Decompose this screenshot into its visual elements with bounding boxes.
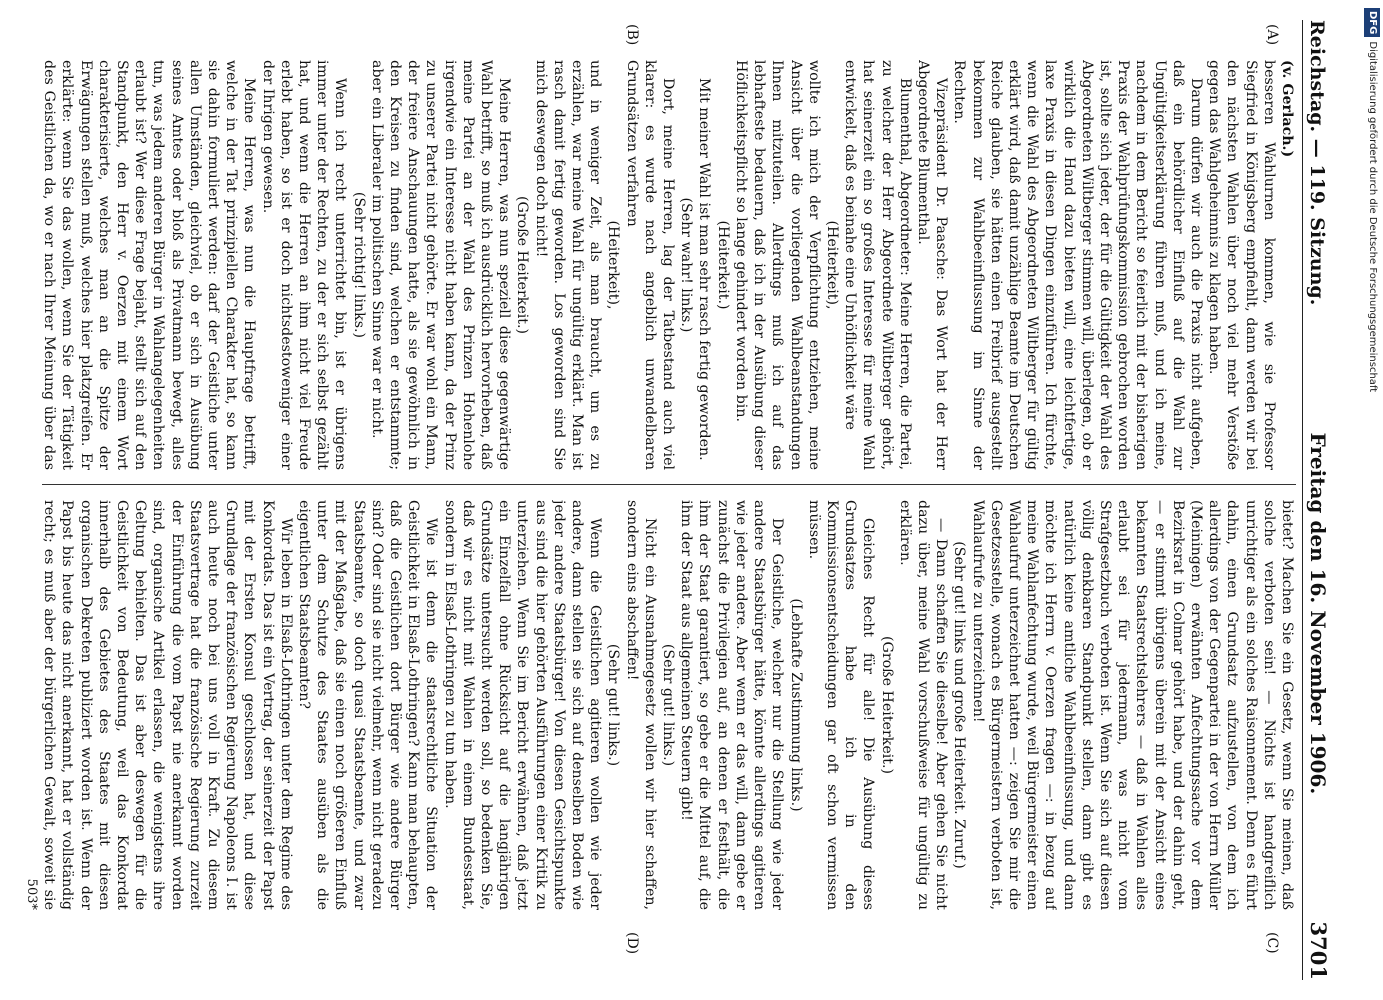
paragraph: Dort, meine Herren, lag der Tatbestand auch viel klarer: es wurde nach angeblich unwandelbaren Grundsätzen verfahren [623,60,677,470]
margin-marker-a: (A) [1264,24,1280,46]
paragraph: Wenn ich recht unterrichtet bin, ist er übrigens immer unter der Rechten, zu der er sich selbst gezählt hat, und wenn die Herren an ihm nicht viel Freude erlebt haben, so ist er doch nichtsdestoweniger einer der Ihrigen gewesen. [259,60,349,470]
interjection: (Heiterkeit.) [714,220,731,310]
page-portrait [20,20,1340,980]
column-divider [42,484,1296,485]
funding-note [1366,8,1382,992]
header-session: Reichstag. — 119. Sitzung. [1306,20,1328,306]
page-number: 3701 [1306,921,1331,980]
paragraph-speaker: Vizepräsident Dr. Paasche: Das Wort hat der Herr Abgeordnete Blumenthal. [914,60,950,470]
paragraph: wollte ich mich der Verpflichtung entziehen, meine Ansicht über die vorliegenden Wahlbeanstandungen Ihnen mitzuteilen. Allerdings muß ich auf das lebhafteste bedauern, daß ich in der Ausübung dieser Höflichkeitspflicht so lange gehindert worden bin. [732,60,822,470]
paragraph: Gleiches Recht für alle! Die Ausübung dieses Grundsatzes habe ich in den Kommissionsentscheidungen gar oft schon vermissen müssen. [805,500,877,910]
funding-text: Digitalisierung gefördert durch die Deutsche Forschungsgemeinschaft [1367,41,1378,393]
paragraph: Wenn die Geistlichen agitieren wollen wie jeder andere, dann stellen sie sich auf denselben Boden wie jeder andere Staatsbürger! Von diesen Gesichtspunkte aus sind die hier gehörten Ausführungen einer Kritik zu unterziehen. Wenn Sie im Bericht erwähnen, daß jetzt ein Einzelfall ohne Rücksicht auf die langjährigen Grundsätze untersucht werden soll, so bedenken Sie, daß wir es nicht mit Wahlen in einem Bundesstaat, sondern in Elsaß-Lothringen zu tun haben. [441,500,604,910]
right-column [40,500,1296,910]
sheet-number: 503* [24,878,39,910]
paragraph: Wir leben in Elsaß-Lothringen unter dem Regime des Konkordats. Das ist ein Vertrag, der seinerzeit der Papst mit der Ersten Konsul geschlossen hat, und diese Grundlage der französischen Regierung Napoleons I. ist auch heute noch bei uns voll in Kraft. Zu diesem Staatsvertrage hat die französische Regierung zurzeit der Einführung die vom Papst nie anerkannt worden sind, organische Artikel erlassen, die wenigstens ihre Geltung behielten. Das ist aber deswegen für die Geistlichkeit von Bedeutung, weil das Konkordat innerhalb des Gebietes des Staates mit diesen organischen Dekreten publiziert worden ist. Wenn der Papst bis heute das nicht anerkannt, hat er vollständig recht; es muß aber der bürgerlichen Gewalt, soweit sie [41,500,294,910]
paragraph: Mit meiner Wahl ist man sehr rasch fertig geworden. [696,78,713,461]
dfg-logo-icon: DFG [1364,8,1380,37]
interjection: (Heiterkeit), [823,220,840,310]
interjection: (Lebhafte Zustimmung links.) [787,598,804,812]
interjection: (Sehr gut! links.) [660,643,677,767]
margin-marker-b: (B) [624,24,640,46]
margin-marker-d: (D) [624,932,640,955]
paragraph: Meine Herren, was nun speziell diese gegenwärtige Wahl betrifft, so muß ich ausdrücklich hervorheben, daß meine Partei an der Wahl des Prinzen Hohenlohe irgendwie ein Interesse nicht haben kann, da der Prinz zu unserer Partei nicht gehörte. Er war wohl ein Mann, der freiere Anschauungen hatte, als sie gewöhnlich in den Kreisen zu finden sind, welchen er entstammte; aber ein Liberaler im politischen Sinne war er nicht. [368,60,513,470]
paragraph: Wie ist denn die staatsrechtliche Situation der Geistlichkeit in Elsaß-Lothringen? Kann man behaupten, daß die Geistlichen dort Bürger wie andere Bürger sind? Oder sind sie nicht vielmehr, wenn nicht geradezu Staatsbeamte, so doch quasi Staatsbeamte, und zwar mit der Maßgabe, daß sie einen noch größeren Einfluß unter dem Schutze des Staates ausüben als die eigentlichen Staatsbeamten? [296,500,440,910]
scanned-page [20,20,1340,980]
header-date: Freitag den 16. November 1906. [1306,432,1330,795]
paragraph-speaker: Blumenthal, Abgeordneter: Meine Herren, die Partei, zu welcher der Herr Abgeordnete Wiltberger gehört, hat seinerzeit ein so großes Interesse für meine Wahl entwickelt, daß es beinahe eine Unhöflichkeit wäre [842,60,913,470]
page-header [1302,20,1340,980]
left-column [40,60,1296,470]
interjection: (Große Heiterkeit.) [514,195,531,335]
paragraph: — Dann schaffen Sie dieselbe! Aber gehen Sie nicht dazu über, meine Wahl vorschußweise für ungültig zu erklären. [896,500,950,910]
speaker-tag: (v. Gerlach.) [1279,60,1295,158]
interjection: (Große Heiterkeit.) [878,635,895,775]
paragraph: Nicht ein Ausnahmegesetz wollen wir hier schaffen, sondern eins abschaffen! [623,500,658,910]
interjection: (Sehr gut! links und große Heiterkeit. Zuruf.) [951,541,968,869]
interjection: (Heiterkeit), [605,220,622,310]
interjection: (Sehr wahr! links.) [678,197,695,333]
margin-marker-c: (C) [1264,932,1280,954]
paragraph: und in weniger Zeit, als man braucht, um es zu erzählen, war meine Wahl für ungültig erklärt. Man ist rasch damit fertig geworden. Los geworden sind Sie mich deswegen doch nicht! [532,60,604,470]
interjection: (Sehr richtig! links.) [350,191,367,339]
paragraph: besseren Wahlurnen kommen, wie sie Professor Siegfried in Königsberg empfiehlt, dann werden wir bei den nächsten Wahlen über noch viel mehr Verstöße gegen das Wahlgeheimnis zu klagen haben. [1206,60,1277,470]
interjection: (Sehr gut! links.) [605,643,622,767]
paragraph: Der Geistliche, welcher nur die Stellung wie jeder andere Staatsbürger hätte, könnte allerdings agitieren wie jeder andere. Aber wenn er das will, dann gebe er zunächst die Privilegien auf, an denen er festhält, die ihm der Staat garantiert, so gebe er die Mittel auf, die ihm der Staat aus allgemeinen Steuern gibt! [678,500,786,910]
paragraph: bietet? Machen Sie ein Gesetz, wenn Sie meinen, daß solche verboten sein! — Nichts ist handgreiflich unrichtiger als ein solches Raisonnement. Denn es führt dahin, einen Grundsatz aufzustellen, von dem ich allerdings von der Gegenpartei in der von Herrn Müller (Meiningen) erwähnten Anfechtungssache vor dem Bezirksrat in Colmar gehört habe, und der dahin geht, — er stimmt übrigens überein mit der Ansicht eines bekannten Staatsrechtslehrers — daß in Wahlen alles erlaubt sei für jedermann, was nicht vom Strafgesetzbuch verboten ist. Wenn Sie sich auf diesen völlig denkbaren Standpunkt stellen, dann gibt es natürlich keine amtliche Wahlbeeinflussung, und dann möchte ich Herrn v. Oerzen fragen —: in bezug auf meine Wahlanfechtung wurde, weil Bürgermeister einen Wahlaufruf unterzeichnet hatten —: zeigen Sie mir die Gesetzesstelle, wonach es Bürgermeistern verboten ist, Wahlaufrufe zu unterzeichnen! [969,500,1295,910]
paragraph: Meine Herren, was nun die Hauptfrage betrifft, welche in der Tat prinzipiellen Charakter hat, so kann sie dahin formuliert werden: darf der Geistliche unter allen Umständen, gleichviel, ob er sich in Ausübung seines Amtes oder bloß als Privatmann bewegt, alles tun, was jedem anderen Bürger in Wahlangelegenheiten erlaubt ist? Wer diese Frage bejaht, stellt sich auf den Standpunkt, den Herr v. Oerzen mit einem Wort charakterisierte, welches man an die Spitze der Erwägungen stellen muß, welches hier platzgreifen. Er erklärte: wenn Sie das wollen, wenn Sie der Tätigkeit des Geistlichen da, wo er nach Ihrer Meinung über das [41,60,258,470]
paragraph: Darum dürfen wir auch die Praxis nicht aufgeben, daß ein behördlicher Einfluß auf die Wahl zur Ungültigkeitserklärung führen muß, und ich meine, nachdem in dem Bericht so feierlich mit der bisherigen Praxis der Wahlprüfungskommission gebrochen worden ist, sollte sich jeder, der für die Gültigkeit der Wahl des Abgeordneten Wiltberger stimmen will, überlegen, ob er wirklich die Hand dazu bieten will, eine leichtfertige, laxe Praxis in diesen Dingen einzuführen. Ich fürchte, wenn die Wahl des Abgeordneten Wiltberger für gültig erklärt wird, daß damit unzählige Beamte im Deutschen Reiche glauben, sie hätten einen Freibrief ausgestellt bekommen zur Wahlbeeinflussung im Sinne der Rechten. [951,60,1204,470]
